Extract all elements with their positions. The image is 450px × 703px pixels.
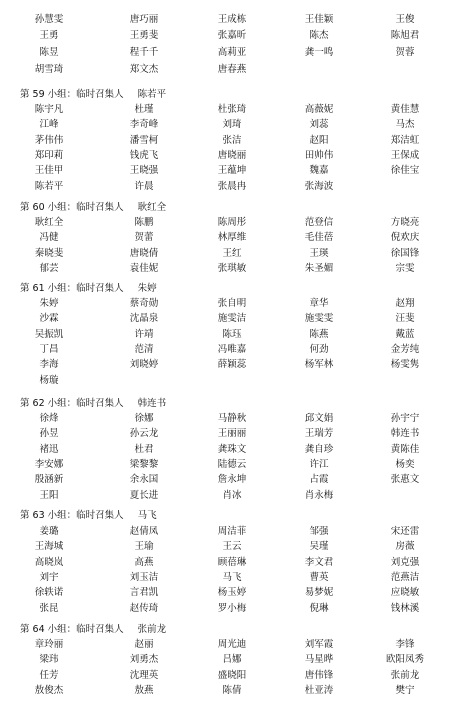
member-name: 王丽丽 <box>217 428 247 439</box>
member-name: 王佳甲 <box>34 165 64 176</box>
name-row <box>0 556 450 570</box>
name-row <box>0 118 450 132</box>
name-row <box>0 343 450 357</box>
member-name: 王保成 <box>390 150 420 161</box>
member-name: 范燕洁 <box>390 572 420 583</box>
name-row <box>0 297 450 311</box>
member-name: 任芳 <box>39 670 59 681</box>
name-row <box>0 328 450 342</box>
member-name: 杜君 <box>134 444 154 455</box>
member-name: 孙云龙 <box>129 428 159 439</box>
member-name: 潘雪柯 <box>129 135 159 146</box>
name-row <box>0 180 450 194</box>
member-name: 周光迪 <box>217 639 247 650</box>
name-row <box>0 602 450 616</box>
member-name: 宋还雷 <box>390 526 420 537</box>
group-header <box>20 397 166 411</box>
member-name: 张惠文 <box>390 474 420 485</box>
member-name: 言君凯 <box>129 587 159 598</box>
member-name: 章华 <box>309 298 329 309</box>
member-name: 沙霖 <box>39 313 59 324</box>
member-name: 施雯洁 <box>217 313 247 324</box>
member-name: 龚珠文 <box>217 444 247 455</box>
member-name: 肖冰 <box>222 490 242 501</box>
member-name: 罗小梅 <box>217 603 247 614</box>
member-name: 唐伟锋 <box>304 670 334 681</box>
member-name: 郑文杰 <box>129 64 159 75</box>
member-name: 秦晓斐 <box>34 248 64 259</box>
member-name: 肖永梅 <box>304 490 334 501</box>
member-name: 敖俊杰 <box>34 685 64 696</box>
member-name: 赵翔 <box>395 298 415 309</box>
member-name: 陈若平 <box>34 181 64 192</box>
member-name: 倪欢庆 <box>390 232 420 243</box>
member-name: 王成栋 <box>217 14 247 25</box>
group-title: 第 59 小组：临时召集人 <box>20 89 124 100</box>
member-name: 高薇妮 <box>304 104 334 115</box>
member-name: 李锋 <box>395 639 415 650</box>
member-name: 郁芸 <box>39 263 59 274</box>
member-name: 许晨 <box>134 181 154 192</box>
member-name: 冯唯嘉 <box>217 344 247 355</box>
member-name: 陈宇凡 <box>34 104 64 115</box>
group-header <box>20 282 157 296</box>
member-name: 刘军霞 <box>304 639 334 650</box>
member-name: 马杰 <box>395 119 415 130</box>
member-name: 高燕 <box>134 557 154 568</box>
member-name: 吕娜 <box>222 654 242 665</box>
member-name: 曹英 <box>309 572 329 583</box>
name-row <box>0 262 450 276</box>
member-name: 王云 <box>222 541 242 552</box>
member-name: 陈鹏 <box>134 217 154 228</box>
member-name: 杜亚涛 <box>304 685 334 696</box>
member-name: 赵传琦 <box>129 603 159 614</box>
member-name: 高晓岚 <box>34 557 64 568</box>
member-name: 孙昱 <box>39 428 59 439</box>
name-row <box>0 525 450 539</box>
member-name: 张海波 <box>304 181 334 192</box>
member-name: 韩连书 <box>390 428 420 439</box>
name-row <box>0 164 450 178</box>
member-name: 敖燕 <box>134 685 154 696</box>
group-convener: 陈若平 <box>137 89 167 100</box>
member-name: 欧阳凤秀 <box>385 654 425 665</box>
member-name: 马静秋 <box>217 413 247 424</box>
name-row <box>0 103 450 117</box>
name-row <box>0 13 450 27</box>
member-name: 徐娜 <box>134 413 154 424</box>
member-name: 薛颖蕊 <box>217 359 247 370</box>
member-name: 姜璐 <box>39 526 59 537</box>
group-convener: 朱婷 <box>137 283 157 294</box>
member-name: 陈昱 <box>39 47 59 58</box>
member-name: 刘琦 <box>222 119 242 130</box>
member-name: 应晓敏 <box>390 587 420 598</box>
member-name: 高莉亚 <box>217 47 247 58</box>
member-name: 田帅伟 <box>304 150 334 161</box>
member-name: 李安娜 <box>34 459 64 470</box>
member-name: 刘蕊 <box>309 119 329 130</box>
member-name: 马飞 <box>222 572 242 583</box>
member-name: 钱虎飞 <box>129 150 159 161</box>
member-name: 袁佳妮 <box>129 263 159 274</box>
group-convener: 韩连书 <box>137 398 167 409</box>
member-name: 李海 <box>39 359 59 370</box>
member-name: 张洁 <box>222 135 242 146</box>
group-header <box>20 88 166 102</box>
member-name: 赵丽 <box>134 639 154 650</box>
member-name: 戴蓝 <box>395 329 415 340</box>
member-name: 邹强 <box>309 526 329 537</box>
member-name: 刘晓婷 <box>129 359 159 370</box>
member-name: 汪斐 <box>395 313 415 324</box>
member-name: 杨璇 <box>39 375 59 386</box>
member-name: 张嘉昕 <box>217 30 247 41</box>
member-name: 孙宇宁 <box>390 413 420 424</box>
member-name: 王阳 <box>39 490 59 501</box>
member-name: 赵倩凤 <box>129 526 159 537</box>
member-name: 杜张琦 <box>217 104 247 115</box>
member-name: 林厚维 <box>217 232 247 243</box>
member-name: 魏嘉 <box>309 165 329 176</box>
name-row <box>0 427 450 441</box>
member-name: 陈周彤 <box>217 217 247 228</box>
member-name: 杨军林 <box>304 359 334 370</box>
member-name: 王勇斐 <box>129 30 159 41</box>
member-name: 陈旭君 <box>390 30 420 41</box>
member-name: 蔡奇勋 <box>129 298 159 309</box>
member-name: 吴瑾 <box>309 541 329 552</box>
name-row <box>0 540 450 554</box>
member-name: 王蕴坤 <box>217 165 247 176</box>
member-name: 方晓亮 <box>390 217 420 228</box>
member-name: 郑洁虹 <box>390 135 420 146</box>
member-name: 褚迅 <box>39 444 59 455</box>
member-name: 贺蓉 <box>395 47 415 58</box>
group-title: 第 60 小组：临时召集人 <box>20 202 124 213</box>
name-row <box>0 374 450 388</box>
name-row <box>0 149 450 163</box>
member-name: 毛佳蓓 <box>304 232 334 243</box>
member-name: 冯健 <box>39 232 59 243</box>
member-name: 陆德云 <box>217 459 247 470</box>
member-name: 杨玉婷 <box>217 587 247 598</box>
member-name: 王海城 <box>34 541 64 552</box>
member-name: 范清 <box>134 344 154 355</box>
name-row <box>0 638 450 652</box>
group-header <box>20 201 166 215</box>
name-row <box>0 63 450 77</box>
name-row <box>0 443 450 457</box>
member-name: 郑印莉 <box>34 150 64 161</box>
group-convener: 耿红全 <box>137 202 167 213</box>
name-row <box>0 669 450 683</box>
member-name: 唐晓丽 <box>217 150 247 161</box>
member-name: 徐国锋 <box>390 248 420 259</box>
member-name: 徐烽 <box>39 413 59 424</box>
member-name: 王佳颖 <box>304 14 334 25</box>
group-convener: 张前龙 <box>137 624 167 635</box>
member-name: 夏长进 <box>129 490 159 501</box>
name-row <box>0 489 450 503</box>
name-row <box>0 458 450 472</box>
member-name: 丁昌 <box>39 344 59 355</box>
member-name: 宗雯 <box>395 263 415 274</box>
member-name: 钱林溪 <box>390 603 420 614</box>
name-row <box>0 216 450 230</box>
member-name: 章玲丽 <box>34 639 64 650</box>
group-convener: 马飞 <box>137 510 157 521</box>
member-name: 陈燕 <box>309 329 329 340</box>
name-row <box>0 29 450 43</box>
member-name: 许靖 <box>134 329 154 340</box>
member-name: 马星晔 <box>304 654 334 665</box>
member-name: 王勇 <box>39 30 59 41</box>
member-name: 詹永坤 <box>217 474 247 485</box>
group-title: 第 61 小组：临时召集人 <box>20 283 124 294</box>
group-header <box>20 623 166 637</box>
member-name: 李文君 <box>304 557 334 568</box>
member-name: 黄佳慧 <box>390 104 420 115</box>
member-name: 龚一鸣 <box>304 47 334 58</box>
member-name: 金芳纯 <box>390 344 420 355</box>
group-header <box>20 509 157 523</box>
name-row <box>0 134 450 148</box>
member-name: 贺蕾 <box>134 232 154 243</box>
member-name: 邱文娟 <box>304 413 334 424</box>
name-row <box>0 684 450 698</box>
member-name: 陈杰 <box>309 30 329 41</box>
name-row <box>0 247 450 261</box>
name-row <box>0 473 450 487</box>
member-name: 施雯雯 <box>304 313 334 324</box>
member-name: 赵阳 <box>309 135 329 146</box>
member-name: 徐佳宝 <box>390 165 420 176</box>
member-name: 张前龙 <box>390 670 420 681</box>
name-row <box>0 653 450 667</box>
member-name: 黄陈佳 <box>390 444 420 455</box>
member-name: 倪琳 <box>309 603 329 614</box>
member-name: 张琪敏 <box>217 263 247 274</box>
member-name: 王瑜 <box>134 541 154 552</box>
member-name: 李奇峰 <box>129 119 159 130</box>
name-row <box>0 571 450 585</box>
member-name: 朱婷 <box>39 298 59 309</box>
name-row <box>0 586 450 600</box>
member-name: 顾蓓琳 <box>217 557 247 568</box>
member-name: 王俊 <box>395 14 415 25</box>
group-title: 第 63 小组：临时召集人 <box>20 510 124 521</box>
member-name: 周洁菲 <box>217 526 247 537</box>
member-name: 张自明 <box>217 298 247 309</box>
member-name: 范登信 <box>304 217 334 228</box>
member-name: 耿红全 <box>34 217 64 228</box>
member-name: 杜瑾 <box>134 104 154 115</box>
name-row <box>0 412 450 426</box>
member-name: 张昆 <box>39 603 59 614</box>
member-name: 沈理英 <box>129 670 159 681</box>
member-name: 唐巧丽 <box>129 14 159 25</box>
member-name: 程千千 <box>129 47 159 58</box>
member-name: 杨雯隽 <box>390 359 420 370</box>
member-name: 沈晶泉 <box>129 313 159 324</box>
member-name: 梁玮 <box>39 654 59 665</box>
member-name: 王红 <box>222 248 242 259</box>
member-name: 刘玉洁 <box>129 572 159 583</box>
member-name: 樊宁 <box>395 685 415 696</box>
member-name: 徐轶诺 <box>34 587 64 598</box>
member-name: 刘宇 <box>39 572 59 583</box>
member-name: 张晨冉 <box>217 181 247 192</box>
member-name: 许江 <box>309 459 329 470</box>
member-name: 吴振凯 <box>34 329 64 340</box>
member-name: 王晓强 <box>129 165 159 176</box>
member-name: 刘勇杰 <box>129 654 159 665</box>
member-name: 王瑛 <box>309 248 329 259</box>
name-row <box>0 46 450 60</box>
member-name: 盛晓阳 <box>217 670 247 681</box>
member-name: 占霞 <box>309 474 329 485</box>
member-name: 杨奕 <box>395 459 415 470</box>
member-name: 何劲 <box>309 344 329 355</box>
member-name: 朱圣媚 <box>304 263 334 274</box>
member-name: 易梦妮 <box>304 587 334 598</box>
member-name: 唐春燕 <box>217 64 247 75</box>
member-name: 茅伟伟 <box>34 135 64 146</box>
member-name: 梁黎黎 <box>129 459 159 470</box>
name-row <box>0 312 450 326</box>
member-name: 江峰 <box>39 119 59 130</box>
member-name: 唐晓倩 <box>129 248 159 259</box>
member-name: 陈珏 <box>222 329 242 340</box>
member-name: 余永国 <box>129 474 159 485</box>
group-title: 第 64 小组：临时召集人 <box>20 624 124 635</box>
group-title: 第 62 小组：临时召集人 <box>20 398 124 409</box>
member-name: 殷涵新 <box>34 474 64 485</box>
member-name: 刘克强 <box>390 557 420 568</box>
member-name: 陈倩 <box>222 685 242 696</box>
member-name: 龚自珍 <box>304 444 334 455</box>
member-name: 胡雪琦 <box>34 64 64 75</box>
member-name: 房薇 <box>395 541 415 552</box>
name-row <box>0 231 450 245</box>
name-row <box>0 358 450 372</box>
member-name: 孙慧雯 <box>34 14 64 25</box>
member-name: 王瑞芳 <box>304 428 334 439</box>
